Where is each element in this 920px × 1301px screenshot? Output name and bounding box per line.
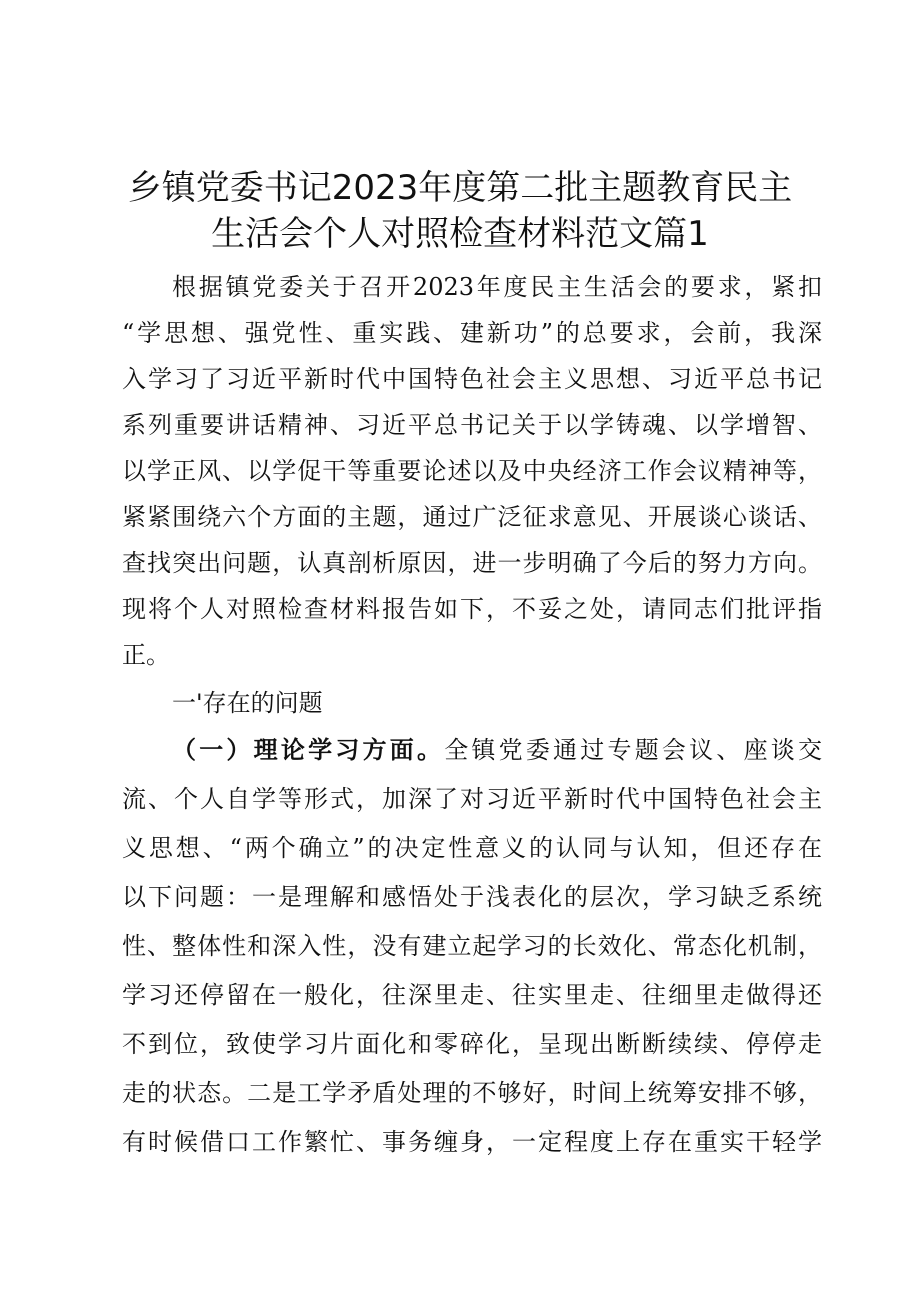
body-line-6: 不到位，致使学习片面化和零碎化，呈现出断断续续、停停走 xyxy=(122,1030,822,1058)
intro-line-7: 查找突出问题，认真剖析原因，进一步明确了今后的努力方向。 xyxy=(122,549,822,577)
body-line-2: 义思想、“两个确立”的决定性意义的认同与认知，但还存在 xyxy=(122,834,822,862)
document-title-line-2: 生活会个人对照检查材料范文篇1 xyxy=(211,214,709,254)
section-heading: 一'存在的问题 xyxy=(172,689,323,717)
body-line-1: 流、个人自学等形式，加深了对习近平新时代中国特色社会主 xyxy=(122,785,822,813)
body-line-4: 性、整体性和深入性，没有建立起学习的长效化、常态化机制， xyxy=(122,932,822,960)
body-line-3: 以下问题：一是理解和感悟处于浅表化的层次，学习缺乏系统 xyxy=(122,883,822,911)
body-line-8: 有时候借口工作繁忙、事务缠身，一定程度上存在重实干轻学 xyxy=(122,1128,822,1156)
intro-line-4: 系列重要讲话精神、习近平总书记关于以学铸魂、以学增智、 xyxy=(122,411,822,439)
intro-line-9: 正。 xyxy=(122,641,170,669)
body-line-5: 学习还停留在一般化，往深里走、往实里走、往细里走做得还 xyxy=(122,981,822,1009)
subsection-first-line xyxy=(172,735,822,765)
intro-line-8: 现将个人对照检查材料报告如下，不妥之处，请同志们批评指 xyxy=(122,595,822,623)
intro-line-2: “学思想、强党性、重实践、建新功”的总要求，会前，我深 xyxy=(122,319,822,347)
intro-line-6: 紧紧围绕六个方面的主题，通过广泛征求意见、开展谈心谈话、 xyxy=(122,503,822,531)
document-title-line-1: 乡镇党委书记2023年度第二批主题教育民主 xyxy=(127,168,793,208)
intro-line-3: 入学习了习近平新时代中国特色社会主义思想、习近平总书记 xyxy=(122,365,822,393)
subsection-first-line-text: 全镇党委通过专题会议、座谈交 xyxy=(444,736,823,764)
subsection-label: （一）理论学习方面。 xyxy=(172,736,445,764)
intro-line-5: 以学正风、以学促干等重要论述以及中央经济工作会议精神等， xyxy=(122,457,822,485)
intro-line-1: 根据镇党委关于召开2023年度民主生活会的要求，紧扣 xyxy=(172,273,822,301)
body-line-7: 走的状态。二是工学矛盾处理的不够好，时间上统筹安排不够， xyxy=(122,1079,822,1107)
